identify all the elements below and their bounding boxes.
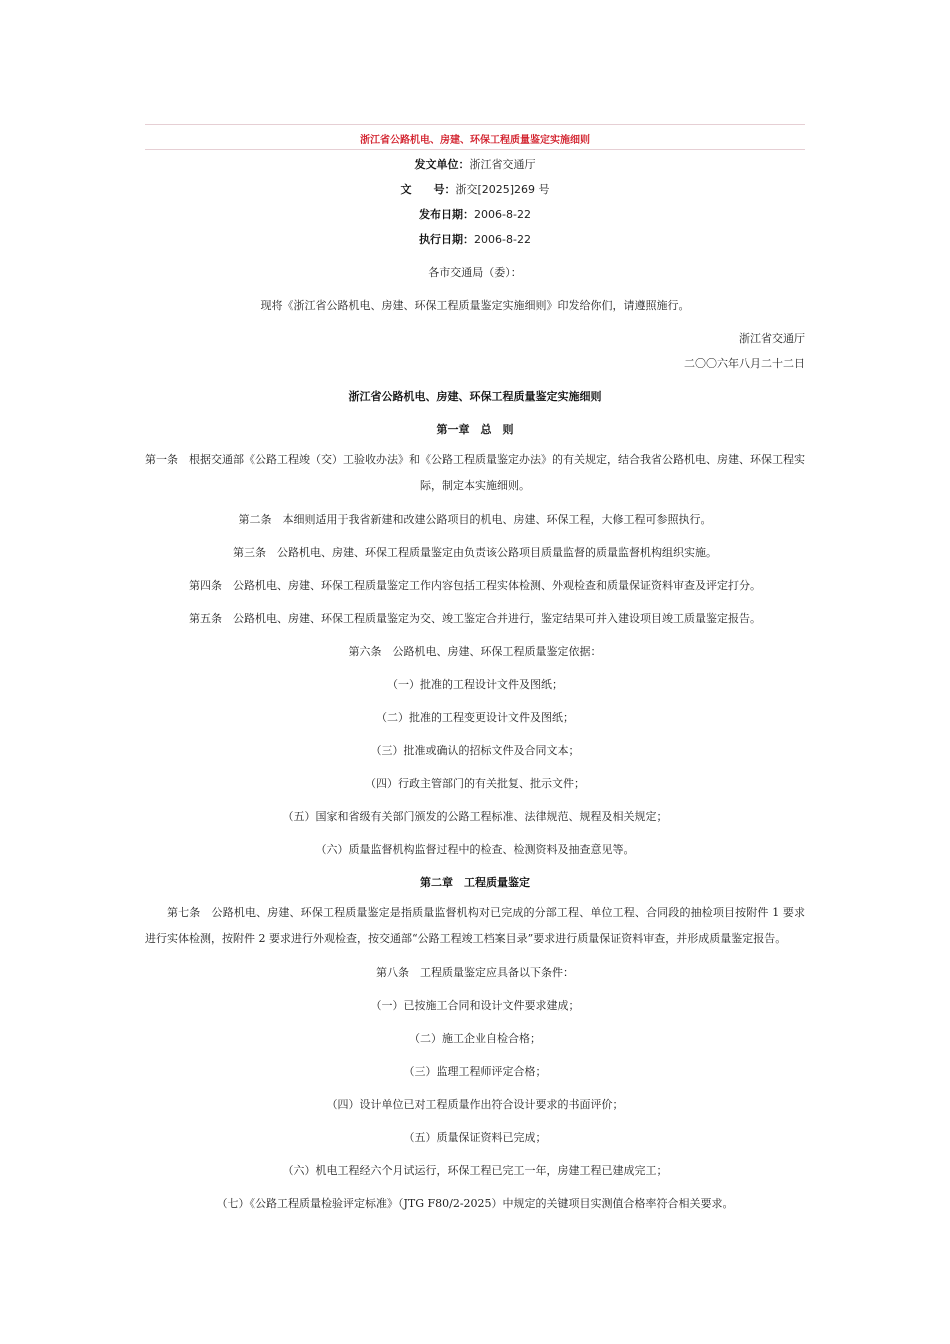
article-6-item: （四）行政主管部门的有关批复、批示文件； <box>365 777 585 790</box>
article-8: 第八条 工程质量鉴定应具备以下条件： <box>376 966 574 979</box>
meta-label: 文 号 <box>400 183 445 196</box>
article-8-item: （二）施工企业自检合格； <box>409 1032 541 1045</box>
article-5: 第五条 公路机电、房建、环保工程质量鉴定为交、竣工鉴定合并进行，鉴定结果可并入建设项目竣工质量鉴定报告。 <box>189 612 761 625</box>
article-1: 第一条 根据交通部《公路工程竣（交）工验收办法》和《公路工程质量鉴定办法》的有关规定，结合我省公路机电、房建、环保工程实际，制定本实施细则。 <box>145 453 805 492</box>
article-8-item: （七）《公路工程质量检验评定标准》（JTG F80/2-2025）中规定的关键项目实测值合格率符合相关要求。 <box>216 1197 734 1210</box>
article-6-item: （三）批准或确认的招标文件及合同文本； <box>370 744 580 757</box>
signer: 浙江省交通厅 <box>739 332 805 345</box>
meta-label: 发文单位 <box>414 158 459 171</box>
article-6-item: （五）国家和省级有关部门颁发的公路工程标准、法律规范、规程及相关规定； <box>282 810 668 823</box>
top-divider <box>145 124 805 125</box>
article-6-item: （一）批准的工程设计文件及图纸； <box>387 678 563 691</box>
meta-label: 执行日期 <box>419 233 464 246</box>
article-7: 第七条 公路机电、房建、环保工程质量鉴定是指质量监督机构对已完成的分部工程、单位工程、合同段的抽检项目按附件 1 要求进行实体检测，按附件 2 要求进行外观检查，按交通部“公路工程竣工档案目录”要求进行质量保证资料审查，并形成质量鉴定报告。 <box>145 906 805 945</box>
meta-issuer: 发文单位：浙江省交通厅 <box>414 158 536 171</box>
article-6: 第六条 公路机电、房建、环保工程质量鉴定依据： <box>348 645 602 658</box>
meta-label: 发布日期 <box>419 208 464 221</box>
meta-value: 2006-8-22 <box>474 233 531 246</box>
article-4: 第四条 公路机电、房建、环保工程质量鉴定工作内容包括工程实体检测、外观检查和质量保证资料审查及评定打分。 <box>189 579 761 592</box>
article-2: 第二条 本细则适用于我省新建和改建公路项目的机电、房建、环保工程，大修工程可参照执行。 <box>238 513 712 526</box>
article-8-item: （一）已按施工合同和设计文件要求建成； <box>370 999 580 1012</box>
meta-doc-number: 文 号：浙交[2025]269 号 <box>400 183 550 196</box>
meta-effective-date: 执行日期：2006-8-22 <box>419 233 531 246</box>
chapter-2-heading: 第二章 工程质量鉴定 <box>420 876 530 889</box>
document-header-title: 浙江省公路机电、房建、环保工程质量鉴定实施细则 <box>360 135 590 146</box>
article-8-item: （三）监理工程师评定合格； <box>403 1065 547 1078</box>
header-divider <box>145 149 805 150</box>
article-8-item: （五）质量保证资料已完成； <box>403 1131 547 1144</box>
chapter-1-heading: 第一章 总 则 <box>436 423 514 436</box>
meta-value: 2006-8-22 <box>474 208 531 221</box>
main-title: 浙江省公路机电、房建、环保工程质量鉴定实施细则 <box>348 390 602 403</box>
intro-paragraph: 现将《浙江省公路机电、房建、环保工程质量鉴定实施细则》印发给你们，请遵照施行。 <box>260 299 690 312</box>
article-8-item: （四）设计单位已对工程质量作出符合设计要求的书面评价； <box>326 1098 624 1111</box>
meta-value: 浙交[2025]269 号 <box>455 183 550 196</box>
sign-date: 二〇〇六年八月二十二日 <box>684 357 805 370</box>
article-3: 第三条 公路机电、房建、环保工程质量鉴定由负责该公路项目质量监督的质量监督机构组织实施。 <box>233 546 717 559</box>
addressee: 各市交通局（委）： <box>428 266 522 279</box>
meta-value: 浙江省交通厅 <box>469 158 536 171</box>
article-6-item: （二）批准的工程变更设计文件及图纸； <box>376 711 574 724</box>
article-8-item: （六）机电工程经六个月试运行，环保工程已完工一年，房建工程已建成完工； <box>282 1164 668 1177</box>
meta-publish-date: 发布日期：2006-8-22 <box>419 208 531 221</box>
article-6-item: （六）质量监督机构监督过程中的检查、检测资料及抽查意见等。 <box>315 843 635 856</box>
